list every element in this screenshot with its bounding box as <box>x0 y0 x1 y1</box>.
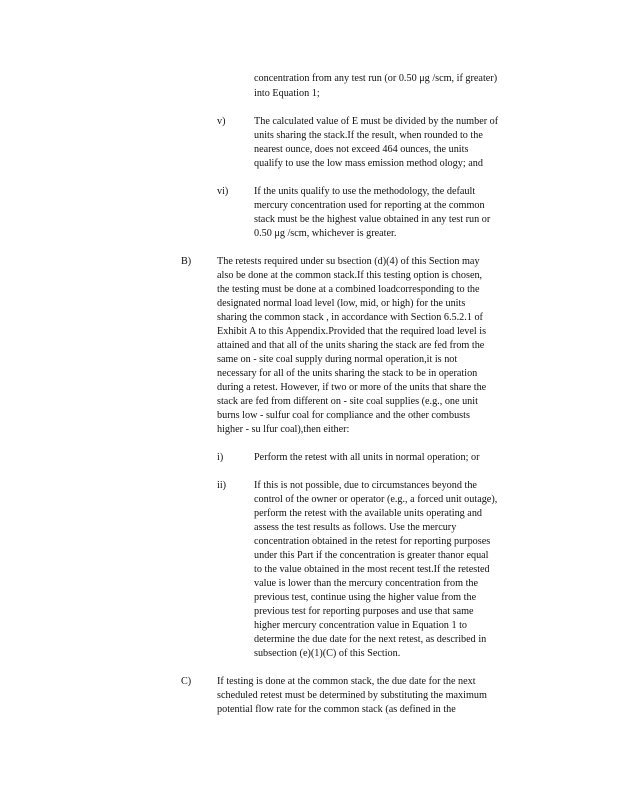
text-line: control of the owner or operator (e.g., a forced unit outage), <box>254 494 498 505</box>
text-line: mercury concentration used for reporting at the common <box>254 200 485 211</box>
text-line: higher - su lfur coal),then either: <box>217 424 350 435</box>
text-line: qualify to use the low mass emission method ology; and <box>254 158 483 169</box>
text-line: previous test, continue using the higher value from the <box>254 592 477 603</box>
text-line: into Equation 1; <box>254 88 320 99</box>
text-line: determine the due date for the next retest, as described in <box>254 634 487 645</box>
text-line: under this Part if the concentration is greater thanor equal <box>254 550 489 561</box>
text-line: scheduled retest must be determined by substituting the maximum <box>217 690 487 701</box>
text-line: the testing must be done at a combined loadcorresponding to the <box>217 284 480 295</box>
text-line: same on - site coal supply during normal operation,it is not <box>217 354 458 365</box>
item-label: vi) <box>217 186 229 197</box>
text-line: during a retest. However, if two or more of the units that share the <box>217 382 487 393</box>
text-line: value is lower than the mercury concentration from the <box>254 578 479 589</box>
text-line: potential flow rate for the common stack (as defined in the <box>217 704 456 715</box>
text-line: attained and that all of the units sharing the stack are fed from the <box>217 340 485 351</box>
text-line: concentration from any test run (or 0.50 μg /scm, if greater) <box>254 73 498 84</box>
text-line: also be done at the common stack.If this testing option is chosen, <box>217 270 483 281</box>
item-label: B) <box>181 256 192 267</box>
text-line: The calculated value of E must be divided by the number of <box>254 116 499 127</box>
text-line: nearest ounce, does not exceed 464 ounces, the units <box>254 144 469 155</box>
text-line: stack must be the highest value obtained in any test run or <box>254 214 491 225</box>
text-line: sharing the common stack , in accordance with Section 6.5.2.1 of <box>217 312 483 323</box>
text-line: The retests required under su bsection (d)(4) of this Section may <box>217 256 480 267</box>
text-line: units sharing the stack.If the result, when rounded to the <box>254 130 483 141</box>
text-line: perform the retest with the available units operating and <box>254 508 483 519</box>
text-line: burns low - sulfur coal for compliance and the other combusts <box>217 410 470 421</box>
text-line: If this is not possible, due to circumstances beyond the <box>254 480 477 491</box>
text-line: stack are fed from different on - site coal supplies (e.g., one unit <box>217 396 478 407</box>
text-line: higher mercury concentration value in Equation 1 to <box>254 620 468 631</box>
text-line: designated normal load level (low, mid, or high) for the units <box>217 298 466 309</box>
item-label: i) <box>217 452 224 463</box>
text-line: subsection (e)(1)(C) of this Section. <box>254 648 401 659</box>
text-line: 0.50 μg /scm, whichever is greater. <box>254 228 397 239</box>
text-line: Perform the retest with all units in normal operation; or <box>254 452 480 463</box>
item-label: C) <box>181 676 192 687</box>
text-line: necessary for all of the units sharing the stack to be in operation <box>217 368 478 379</box>
text-line: If the units qualify to use the methodology, the default <box>254 186 476 197</box>
item-label: ii) <box>217 480 227 491</box>
text-line: concentration obtained in the retest for reporting purposes <box>254 536 491 547</box>
item-label: v) <box>217 116 226 127</box>
text-line: assess the test results as follows. Use the mercury <box>254 522 457 533</box>
text-line: to the value obtained in the most recent test.If the retested <box>254 564 490 575</box>
text-line: previous test for reporting purposes and use that same <box>254 606 474 617</box>
text-line: If testing is done at the common stack, the due date for the next <box>217 676 476 687</box>
text-line: Exhibit A to this Appendix.Provided that the required load level is <box>217 326 487 337</box>
